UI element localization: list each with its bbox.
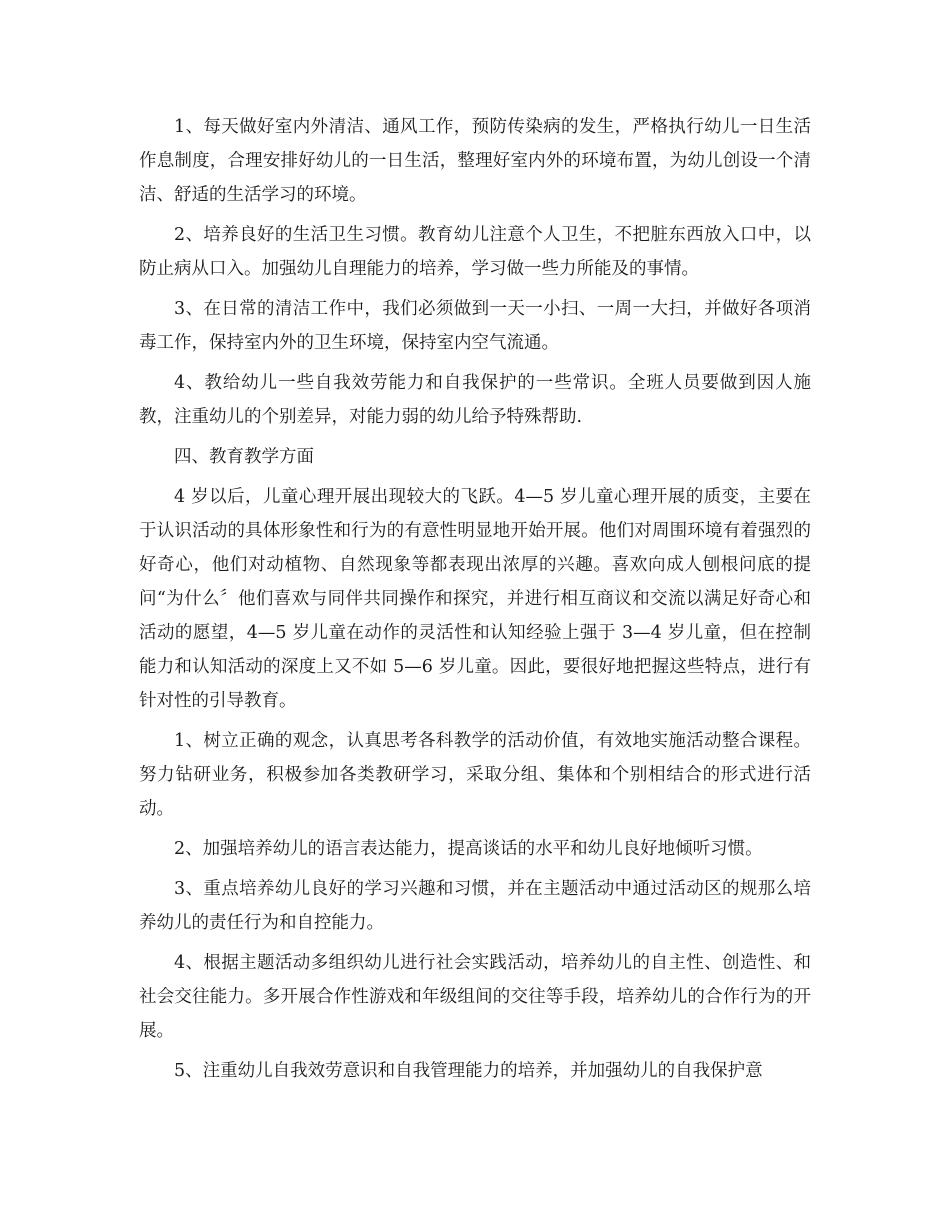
paragraph-hygiene-3: 3、在日常的清洁工作中，我们必须做到一天一小扫、一周一大扫，并做好各项消毒工作，保持室内外的卫生环境，保持室内空气流通。: [139, 299, 811, 353]
paragraph-child-development: 4 岁以后，儿童心理开展出现较大的飞跃。4—5 岁儿童心理开展的质变，主要在于认识活动的具体形象性和行为的有意性明显地开始开展。他们对周围环境有着强烈的好奇心，他们对动植物、自然现象等都表现出浓厚的兴趣。喜欢向成人刨根问底的提问“为什么〞他们喜欢与同伴共同操作和探究，并进行相互商议和交流以满足好奇心和活动的愿望，4—5 岁儿童在动作的灵活性和认知经验上强于 3—4 岁儿童，但在控制能力和认知活动的深度上又不如 5—6 岁儿童。因此，要很好地把握这些特点，进行有针对性的引导教育。: [139, 487, 811, 711]
paragraph-education-5: 5、注重幼儿自我效劳意识和自我管理能力的培养，并加强幼儿的自我保护意: [174, 1061, 763, 1081]
section-heading-education: 四、教育教学方面: [174, 447, 314, 467]
paragraph-education-1: 1、树立正确的观念，认真思考各科教学的活动价值，有效地实施活动整合课程。努力钻研业务，积极参加各类教研学习，采取分组、集体和个别相结合的形式进行活动。: [139, 731, 811, 819]
document-body: [139, 110, 811, 1094]
paragraph-hygiene-2: 2、培养良好的生活卫生习惯。教育幼儿注意个人卫生，不把脏东西放入口中，以防止病从口入。加强幼儿自理能力的培养，学习做一些力所能及的事情。: [139, 225, 811, 279]
paragraph-hygiene-1: 1、每天做好室内外清洁、通风工作，预防传染病的发生，严格执行幼儿一日生活作息制度，合理安排好幼儿的一日生活，整理好室内外的环境布置，为幼儿创设一个清洁、舒适的生活学习的环境。: [139, 117, 811, 205]
paragraph-education-2: 2、加强培养幼儿的语言表达能力，提高谈话的水平和幼儿良好地倾听习惯。: [174, 839, 763, 859]
paragraph-hygiene-4: 4、教给幼儿一些自我效劳能力和自我保护的一些常识。全班人员要做到因人施教，注重幼儿的个别差异，对能力弱的幼儿给予特殊帮助.: [139, 373, 811, 427]
paragraph-education-3: 3、重点培养幼儿良好的学习兴趣和习惯，并在主题活动中通过活动区的规那么培养幼儿的责任行为和自控能力。: [139, 879, 811, 933]
paragraph-education-4: 4、根据主题活动多组织幼儿进行社会实践活动，培养幼儿的自主性、创造性、和社会交往能力。多开展合作性游戏和年级组间的交往等手段，培养幼儿的合作行为的开展。: [139, 953, 811, 1041]
